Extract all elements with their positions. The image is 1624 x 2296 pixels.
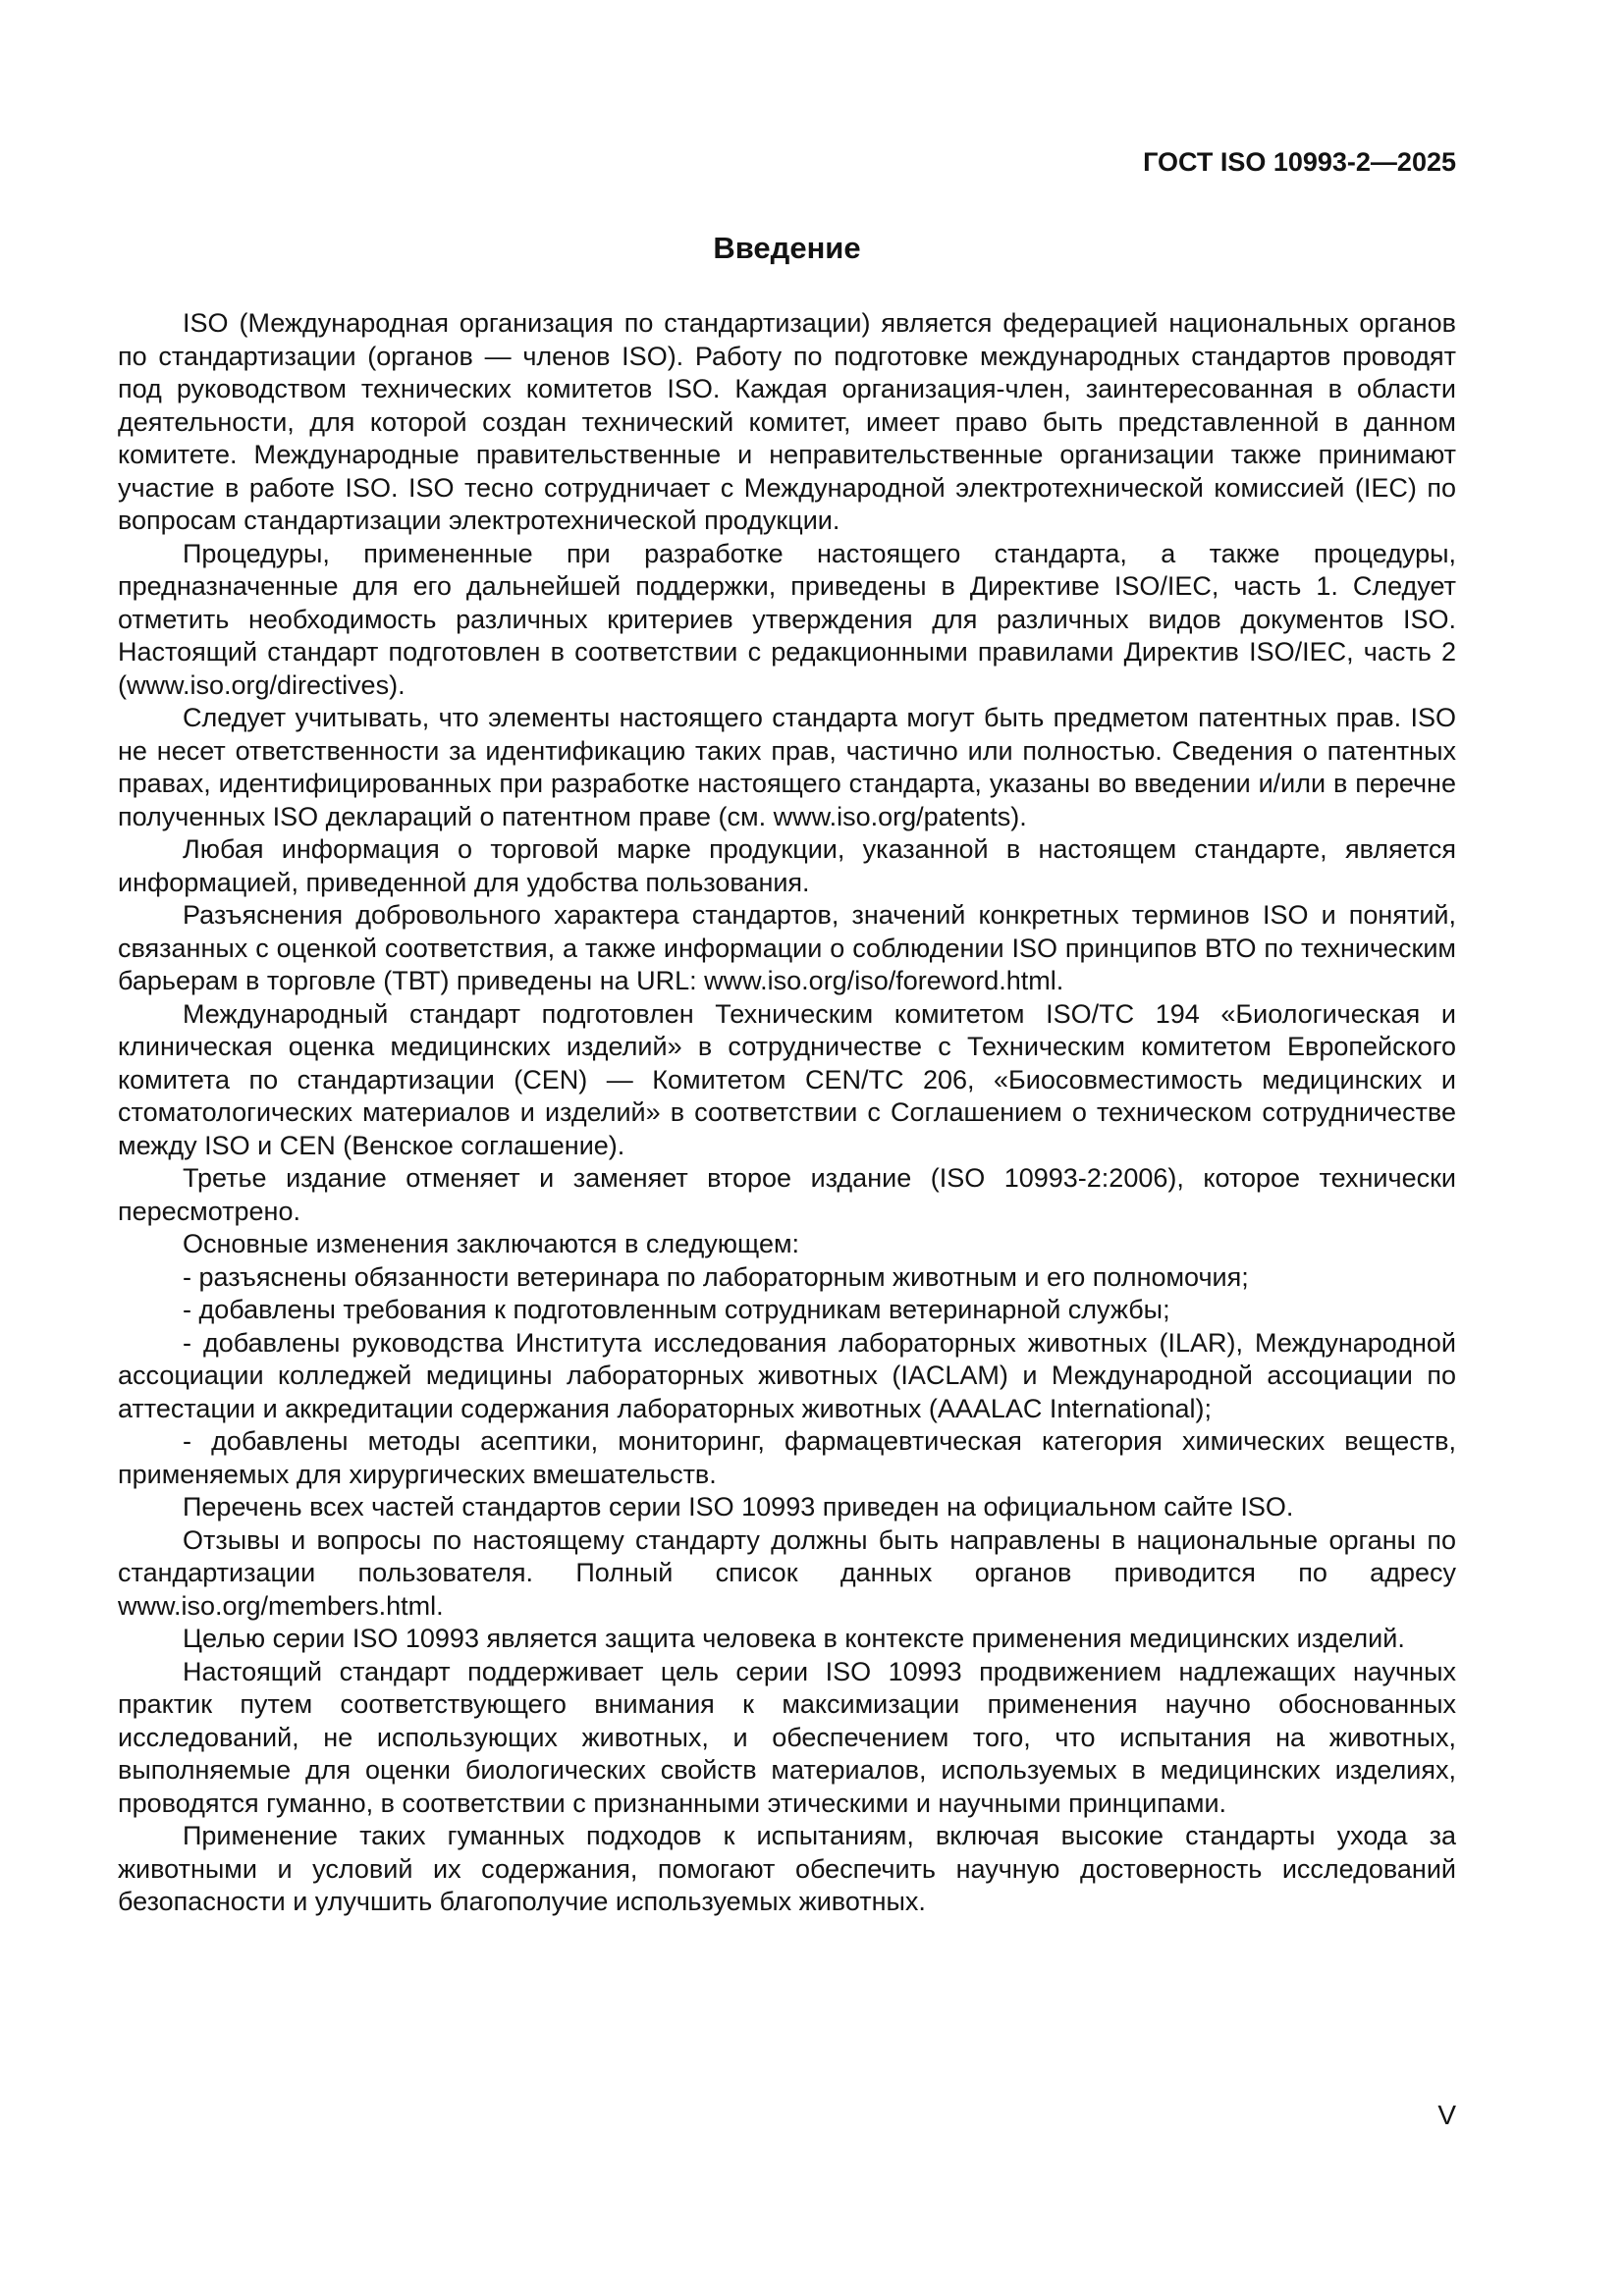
page-footer bbox=[1437, 2100, 1456, 2131]
page-number: V bbox=[1437, 2100, 1456, 2130]
paragraph: Перечень всех частей стандартов серии ISO 10993 приведен на официальном сайте ISO. bbox=[183, 1492, 1294, 1522]
paragraph: Процедуры, примененные при разработке настоящего стандарта, а также процедуры, предназначенные для его дальнейшей поддержки, приведены в Директиве ISO/IEC, часть 1. Следует отметить необходимость различных критериев утверждения для различных видов документов ISO. Настоящий стандарт подготовлен в соответствии с редакционными правилами Директив ISO/IEC, часть 2 (www.iso.org/directives). bbox=[118, 538, 1456, 700]
paragraph: Применение таких гуманных подходов к испытаниям, включая высокие стандарты ухода за животными и условий их содержания, помогают обеспечить научную достоверность исследований безопасности и улучшить благополучие используемых животных. bbox=[118, 1821, 1456, 1916]
paragraph: Международный стандарт подготовлен Техническим комитетом ISO/TC 194 «Биологическая и клиническая оценка медицинских изделий» в сотрудничестве с Техническим комитетом Европейского комитета по стандартизации (CEN) — Комитетом CEN/TC 206, «Биосовместимость медицинских и стоматологических материалов и изделий» в соответствии с Соглашением о техническом сотрудничестве между ISO и CEN (Венское соглашение). bbox=[118, 998, 1456, 1160]
paragraph: Отзывы и вопросы по настоящему стандарту должны быть направлены в национальные органы по стандартизации пользователя. Полный список данных органов приводится по адресу www.iso.org/members.html. bbox=[118, 1524, 1456, 1621]
list-item: - разъяснены обязанности ветеринара по лабораторным животным и его полномочия; bbox=[183, 1261, 1249, 1292]
paragraph: Настоящий стандарт поддерживает цель серии ISO 10993 продвижением надлежащих научных практик путем соответствующего внимания к максимизации применения научно обоснованных исследований, не использующих животных, и обеспечением того, что испытания на животных, выполняемые для оценки биологических свойств материалов, используемых в медицинских изделиях, проводятся гуманно, в соответствии с признанными этическими и научными принципами. bbox=[118, 1656, 1456, 1818]
list-item: - добавлены требования к подготовленным сотрудникам ветеринарной службы; bbox=[183, 1295, 1170, 1324]
paragraph: Третье издание отменяет и заменяет второе издание (ISO 10993-2:2006), которое технически пересмотрено. bbox=[118, 1163, 1456, 1226]
document-number: ГОСТ ISO 10993-2—2025 bbox=[1143, 147, 1456, 177]
document-header bbox=[118, 147, 1456, 178]
paragraph: Целью серии ISO 10993 является защита человека в контексте применения медицинских изделий. bbox=[183, 1624, 1405, 1653]
paragraph: ISO (Международная организация по стандартизации) является федерацией национальных органов по стандартизации (органов — членов ISO). Работу по подготовке международных стандартов проводят под руководством технических комитетов ISO. Каждая организация-член, заинтересованная в области деятельности, для которой создан технический комитет, имеет право быть представленной в данном комитете. Международные правительственные и неправительственные организации также принимают участие в работе ISO. ISO тесно сотрудничает с Международной электротехнической комиссией (IEC) по вопросам стандартизации электротехнической продукции. bbox=[118, 308, 1456, 535]
list-item: - добавлены руководства Института исследования лабораторных животных (ILAR), Международной ассоциации колледжей медицины лабораторных животных (IACLAM) и Международной ассоциации по аттестации и аккредитации содержания лабораторных животных (AAALAC International); bbox=[118, 1327, 1456, 1423]
document-body bbox=[118, 307, 1456, 1919]
paragraph: Следует учитывать, что элементы настоящего стандарта могут быть предметом патентных прав. ISO не несет ответственности за идентификацию таких прав, частично или полностью. Сведения о патентных правах, идентифицированных при разработке настоящего стандарта, указаны во введении и/или в перечне полученных ISO деклараций о патентном праве (см. www.iso.org/patents). bbox=[118, 703, 1456, 831]
list-item: - добавлены методы асептики, мониторинг, фармацевтическая категория химических веществ, применяемых для хирургических вмешательств. bbox=[118, 1426, 1456, 1489]
page-title: Введение bbox=[713, 231, 861, 265]
paragraph: Любая информация о торговой марке продукции, указанной в настоящем стандарте, является информацией, приведенной для удобства пользования. bbox=[118, 834, 1456, 897]
paragraph: Разъяснения добровольного характера стандартов, значений конкретных терминов ISO и понятий, связанных с оценкой соответствия, а также информации о соблюдении ISO принципов ВТО по техническим барьерам в торговле (ТВТ) приведены на URL: www.iso.org/iso/foreword.html. bbox=[118, 900, 1456, 995]
paragraph: Основные изменения заключаются в следующем: bbox=[183, 1229, 800, 1258]
